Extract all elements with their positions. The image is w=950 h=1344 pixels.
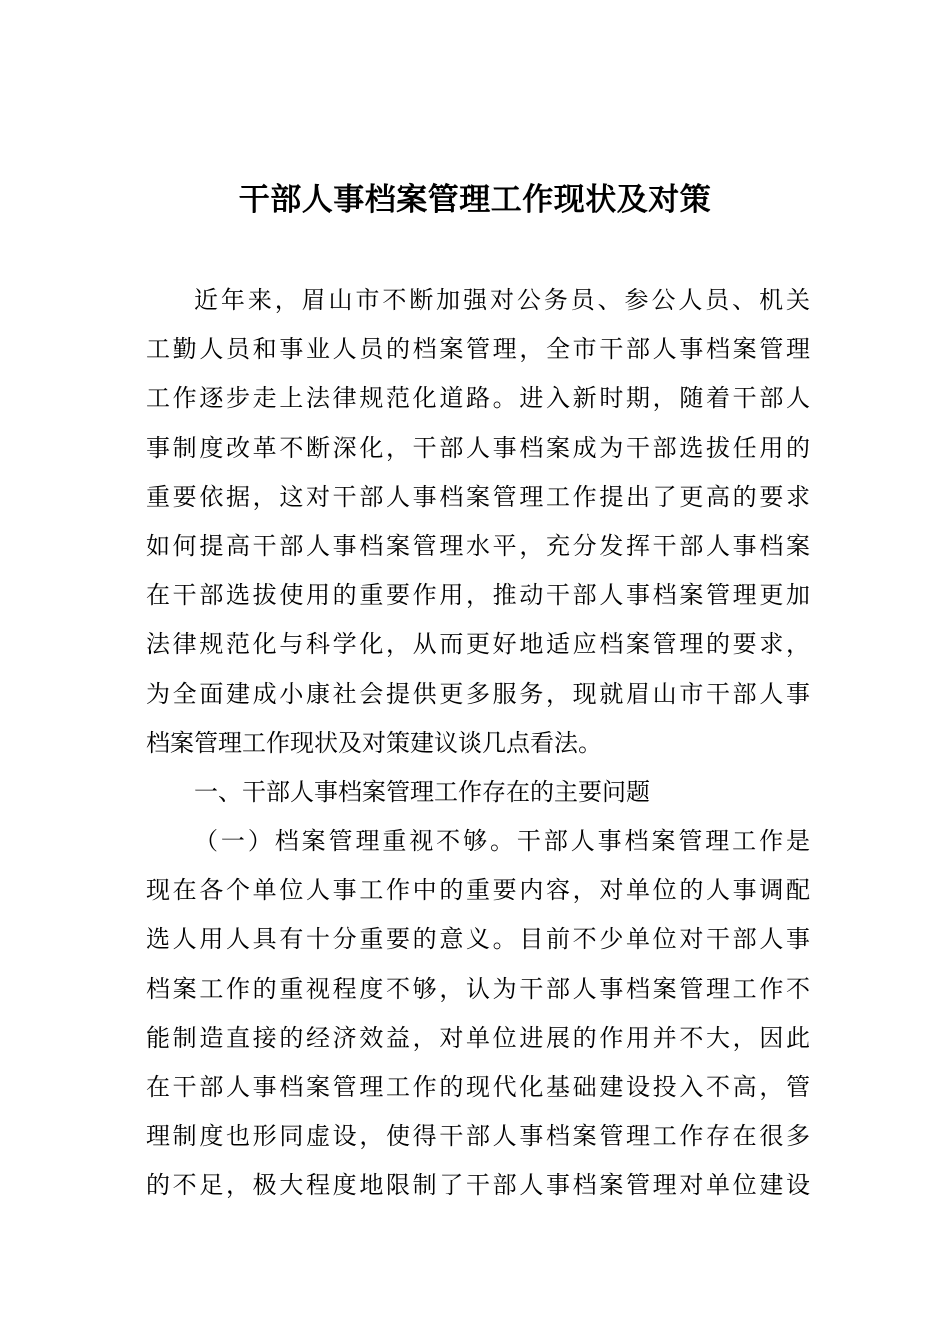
paragraph-3-line-5: 能制造直接的经济效益，对单位进展的作用并不大，因此 (146, 1023, 810, 1052)
paragraph-1-line-8: 法律规范化与科学化，从而更好地适应档案管理的要求， (146, 630, 810, 659)
paragraph-1-line-2: 工勤人员和事业人员的档案管理，全市干部人事档案管理 (146, 335, 810, 364)
paragraph-1-line-4: 事制度改革不断深化，干部人事档案成为干部选拔任用的 (146, 433, 810, 462)
paragraph-1-line-7: 在干部选拔使用的重要作用，推动干部人事档案管理更加 (146, 581, 810, 610)
paragraph-1-line-5: 重要依据，这对干部人事档案管理工作提出了更高的要求 (146, 482, 810, 511)
paragraph-1-line-6: 如何提高干部人事档案管理水平，充分发挥干部人事档案 (146, 531, 810, 560)
paragraph-3-line-2: 现在各个单位人事工作中的重要内容，对单位的人事调配 (146, 876, 810, 905)
paragraph-3-line-6: 在干部人事档案管理工作的现代化基础建设投入不高，管 (146, 1073, 810, 1101)
paragraph-3-line-3: 选人用人具有十分重要的意义。目前不少单位对干部人事 (146, 925, 810, 954)
paragraph-3-line-1: （一）档案管理重视不够。干部人事档案管理工作是 (194, 827, 810, 856)
paragraph-3-line-7: 理制度也形同虚设，使得干部人事档案管理工作存在很多 (146, 1122, 810, 1151)
paragraph-1-line-3: 工作逐步走上法律规范化道路。进入新时期，随着干部人 (146, 384, 810, 413)
document-title: 干部人事档案管理工作现状及对策 (238, 182, 712, 218)
document-body (146, 276, 810, 1211)
paragraph-3-line-4: 档案工作的重视程度不够，认为干部人事档案管理工作不 (146, 974, 810, 1003)
paragraph-1-line-9: 为全面建成小康社会提供更多服务，现就眉山市干部人事 (146, 679, 810, 708)
section-heading-1: 一、干部人事档案管理工作存在的主要问题 (194, 777, 650, 806)
paragraph-1-line-10: 档案管理工作现状及对策建议谈几点看法。 (146, 728, 602, 757)
paragraph-3-line-8: 的不足，极大程度地限制了干部人事档案管理对单位建设 (146, 1171, 810, 1200)
paragraph-1-line-1: 近年来，眉山市不断加强对公务员、参公人员、机关 (194, 286, 810, 314)
